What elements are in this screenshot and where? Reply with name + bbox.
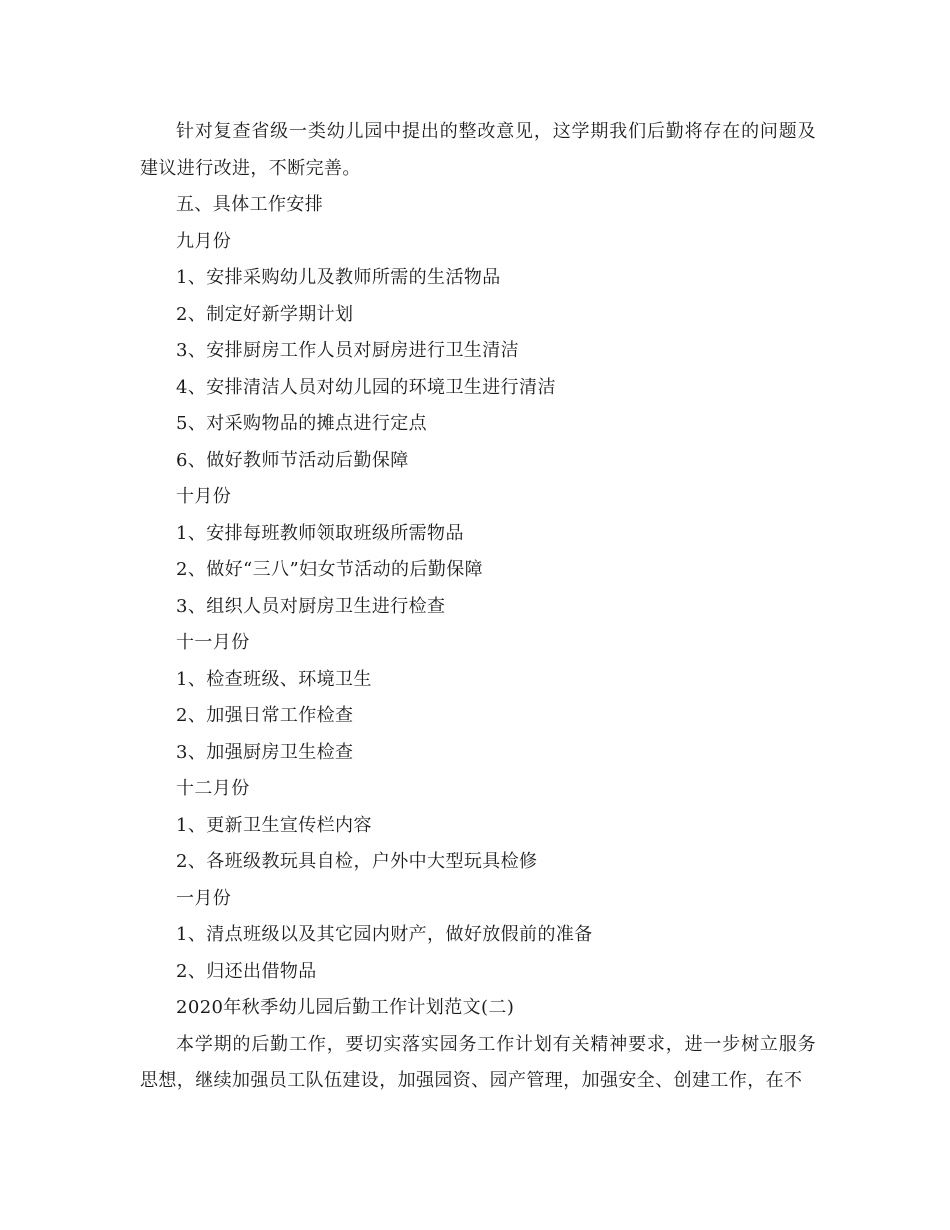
list-item: 1、更新卫生宣传栏内容 [176, 814, 372, 836]
list-item: 4、安排清洁人员对幼儿园的环境卫生进行清洁 [176, 376, 556, 398]
month-heading-november: 十一月份 [176, 632, 250, 653]
paragraph-semester-logistics: 本学期的后勤工作，要切实落实园务工作计划有关精神要求，进一步树立服务思想，继续加强员工队伍建设，加强园资、园产管理，加强安全、创建工作，在不 [140, 1033, 816, 1091]
month-heading-december: 十二月份 [176, 778, 250, 799]
list-item: 2、制定好新学期计划 [176, 303, 354, 325]
list-item: 2、加强日常工作检查 [176, 705, 354, 726]
list-item: 3、加强厨房卫生检查 [176, 741, 354, 763]
document-page [140, 114, 816, 1100]
list-item: 3、组织人员对厨房卫生进行检查 [176, 595, 446, 617]
list-item: 1、清点班级以及其它园内财产，做好放假前的准备 [176, 924, 593, 945]
list-item: 1、安排每班教师领取班级所需物品 [176, 522, 464, 544]
paragraph-rectification-intro: 针对复查省级一类幼儿园中提出的整改意见，这学期我们后勤将存在的问题及建议进行改进，不断完善。 [140, 121, 816, 179]
section-title-sample-two: 2020年秋季幼儿园后勤工作计划范文(二) [176, 997, 515, 1018]
list-item: 1、安排采购幼儿及教师所需的生活物品 [176, 267, 501, 288]
list-item: 1、检查班级、环境卫生 [176, 668, 372, 690]
list-item: 2、各班级教玩具自检，户外中大型玩具检修 [176, 851, 538, 872]
list-item: 2、归还出借物品 [176, 960, 317, 982]
section-heading-work-arrangement: 五、具体工作安排 [176, 194, 324, 215]
month-heading-january: 一月份 [176, 887, 232, 909]
list-item: 6、做好教师节活动后勤保障 [176, 449, 409, 471]
month-heading-september: 九月份 [176, 230, 232, 252]
list-item: 5、对采购物品的摊点进行定点 [176, 413, 428, 434]
list-item: 2、做好“三八”妇女节活动的后勤保障 [176, 559, 484, 580]
list-item: 3、安排厨房工作人员对厨房进行卫生清洁 [176, 340, 520, 361]
month-heading-october: 十月份 [176, 486, 232, 507]
